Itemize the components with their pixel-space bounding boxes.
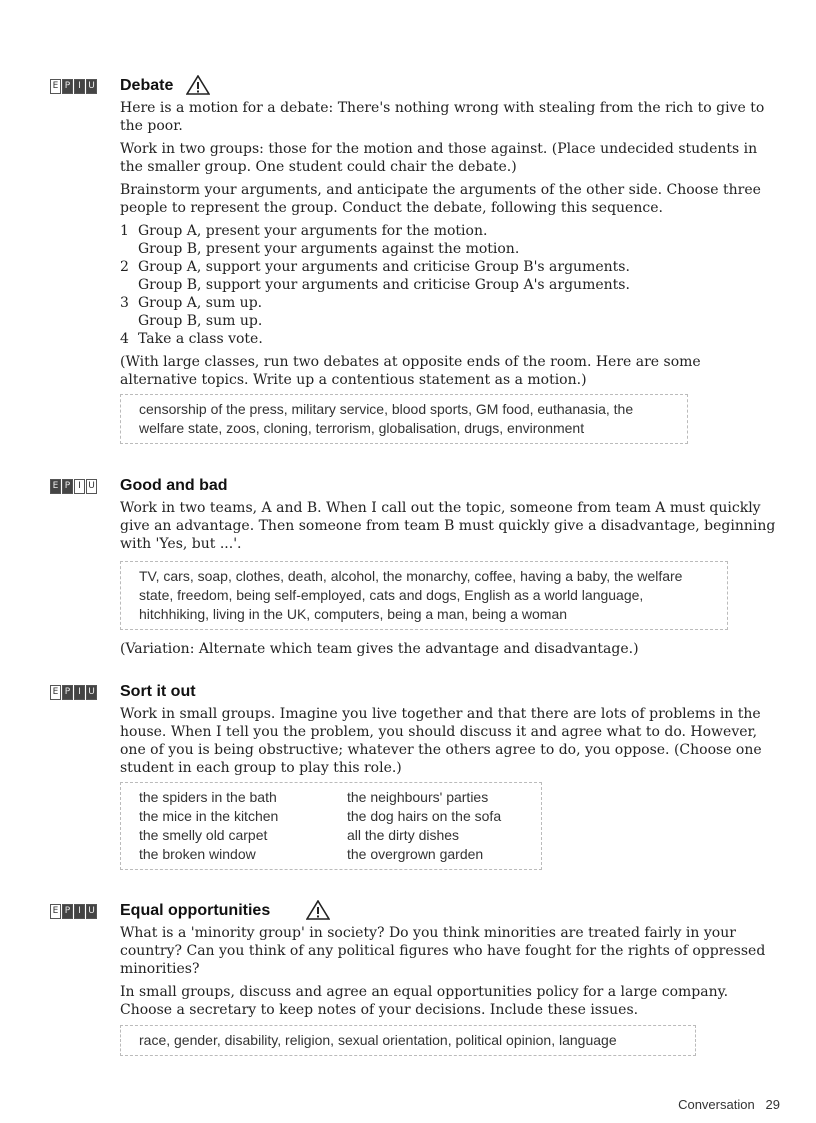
list-item: 2 Group A, support your arguments and criticise Group B's arguments. Group B, support your arguments and criticise Group A's arguments. <box>120 259 630 293</box>
list-item: 4 Take a class vote. <box>120 331 263 347</box>
section-title: Equal opportunities <box>120 902 271 919</box>
warning-icon <box>306 900 330 920</box>
level-badge: E P I U <box>50 79 98 94</box>
level-badge: E P I U <box>50 904 98 919</box>
topic-box: TV, cars, soap, clothes, death, alcohol, the monarchy, coffee, having a baby, the welfare state, freedom, being self-employed, cats and dogs, English as a world language, hitchhiking, living in the UK, computers, being a man, being a woman <box>120 561 728 630</box>
debate-sequence <box>120 222 780 348</box>
topic-box: censorship of the press, military service, blood sports, GM food, euthanasia, the welfare state, zoos, cloning, terrorism, globalisation, drugs, environment <box>120 394 688 444</box>
problem-list: the spiders in the bath the neighbours' parties the mice in the kitchen the dog hairs on the sofa the smelly old carpet all the dirty dishes the broken window the overgrown garden <box>120 782 542 870</box>
page-number: 29 <box>765 1097 780 1112</box>
section-title: Sort it out <box>120 683 196 700</box>
section-title: Good and bad <box>120 477 228 494</box>
issues-box: race, gender, disability, religion, sexual orientation, political opinion, language <box>120 1025 696 1056</box>
level-badge: E P I U <box>50 479 98 494</box>
page-footer: Conversation 29 <box>678 1097 780 1112</box>
level-badge: E P I U <box>50 685 98 700</box>
warning-icon <box>186 75 210 95</box>
section-title: Debate <box>120 77 174 94</box>
list-item: 1 Group A, present your arguments for the motion. Group B, present your arguments against the motion. <box>120 223 520 257</box>
list-item: 3 Group A, sum up. Group B, sum up. <box>120 295 263 329</box>
